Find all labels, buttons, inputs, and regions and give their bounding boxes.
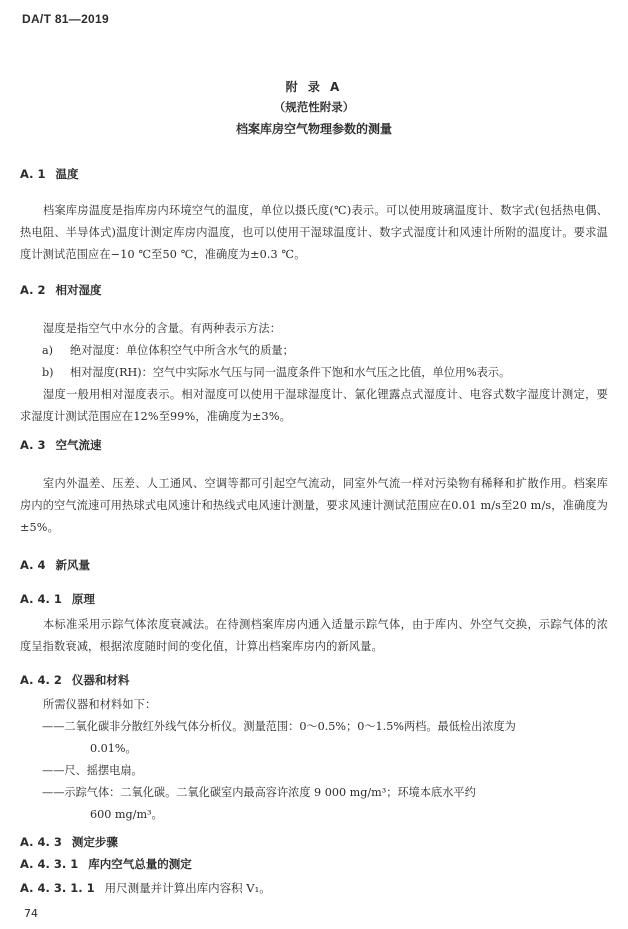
heading-a1 <box>20 166 79 182</box>
standard-code: DA/T 81—2019 <box>22 12 109 26</box>
paragraph-temperature: 档案库房温度是指库房内环境空气的温度，单位以摄氏度(℃)表示。可以使用玻璃温度计、数字式(包括热电偶、热电阻、半导体式)温度计测定库房内温度，也可以使用干湿球温度计、数字式湿度计和风速计所附的温度计。要求温度计测试范围应在−10 ℃至50 ℃，准确度为±0.3 ℃。 <box>20 204 608 261</box>
list-item <box>42 362 608 384</box>
list-text: ——尺、摇摆电扇。 <box>42 764 143 777</box>
list-item <box>42 716 608 760</box>
heading-a3 <box>20 437 102 453</box>
heading-a41 <box>20 591 95 607</box>
paragraph-airflow: 室内外温差、压差、人工通风、空调等都可引起空气流动，同室外气流一样对污染物有稀释和扩散作用。档案库房内的空气流速可用热球式电风速计和热线式电风速计测量，要求风速计测试范围应在0.01 m/s至20 m/s，准确度为±5%。 <box>20 477 608 534</box>
heading-a431 <box>20 856 192 872</box>
heading-number: A. 1 <box>20 167 46 181</box>
appendix-subtitle: （规范性附录） <box>273 100 355 114</box>
heading-title: 仪器和材料 <box>71 673 130 687</box>
list-text-continued: 600 mg/m³。 <box>90 808 163 821</box>
list-item <box>42 782 608 826</box>
heading-number: A. 4. 3. 1. 1 <box>20 881 95 895</box>
heading-number: A. 2 <box>20 283 46 297</box>
list-text: ——示踪气体：二氧化碳。二氧化碳室内最高容许浓度 9 000 mg/m³；环境本底水平约 <box>42 786 476 799</box>
list-label: a) <box>42 344 54 357</box>
paragraph-humidity-intro: 湿度是指空气中水分的含量。有两种表示方法： <box>43 322 282 335</box>
heading-a2 <box>20 282 102 298</box>
heading-a43 <box>20 834 118 850</box>
paragraph-principle: 本标准采用示踪气体浓度衰减法。在待测档案库房内通入适量示踪气体，由于库内、外空气交换，示踪气体的浓度呈指数衰减，根据浓度随时间的变化值，计算出档案库房内的新风量。 <box>20 618 608 653</box>
list-label: b) <box>42 366 54 379</box>
heading-title: 测定步骤 <box>71 835 118 849</box>
heading-number: A. 3 <box>20 438 46 452</box>
heading-number: A. 4 <box>20 558 46 572</box>
paragraph-humidity: 湿度一般用相对湿度表示。相对湿度可以使用干湿球湿度计、氯化锂露点式湿度计、电容式数字湿度计测定，要求湿度计测试范围应在12%至99%，准确度为±3%。 <box>20 388 608 423</box>
heading-number: A. 4. 3 <box>20 835 62 849</box>
appendix-name: 档案库房空气物理参数的测量 <box>235 122 392 136</box>
heading-title: 相对湿度 <box>55 283 102 297</box>
list-item <box>42 760 608 782</box>
heading-text: 用尺测量并计算出库内容积 V₁。 <box>104 881 271 895</box>
list-text: 相对湿度(RH)：空气中实际水气压与同一温度条件下饱和水气压之比值，单位用%表示。 <box>70 366 511 379</box>
heading-title: 新风量 <box>55 558 90 572</box>
heading-number: A. 4. 2 <box>20 673 62 687</box>
list-text: ——二氧化碳非分散红外线气体分析仪。测量范围：0～0.5%；0～1.5%两档。最低检出浓度为 <box>42 720 516 733</box>
heading-title: 库内空气总量的测定 <box>88 857 192 871</box>
heading-a4311 <box>20 880 271 896</box>
paragraph-equipment-intro: 所需仪器和材料如下： <box>43 698 157 711</box>
heading-a4 <box>20 557 90 573</box>
appendix-title: 附 录 A <box>285 80 343 94</box>
heading-a42 <box>20 672 129 688</box>
list-item <box>42 340 608 362</box>
heading-title: 空气流速 <box>55 438 102 452</box>
heading-number: A. 4. 1 <box>20 592 62 606</box>
heading-title: 温度 <box>55 167 79 181</box>
heading-title: 原理 <box>71 592 95 606</box>
list-text-continued: 0.01%。 <box>90 742 137 755</box>
page-number: 74 <box>24 907 38 920</box>
list-text: 绝对湿度：单位体积空气中所含水气的质量； <box>70 344 294 357</box>
heading-number: A. 4. 3. 1 <box>20 857 79 871</box>
